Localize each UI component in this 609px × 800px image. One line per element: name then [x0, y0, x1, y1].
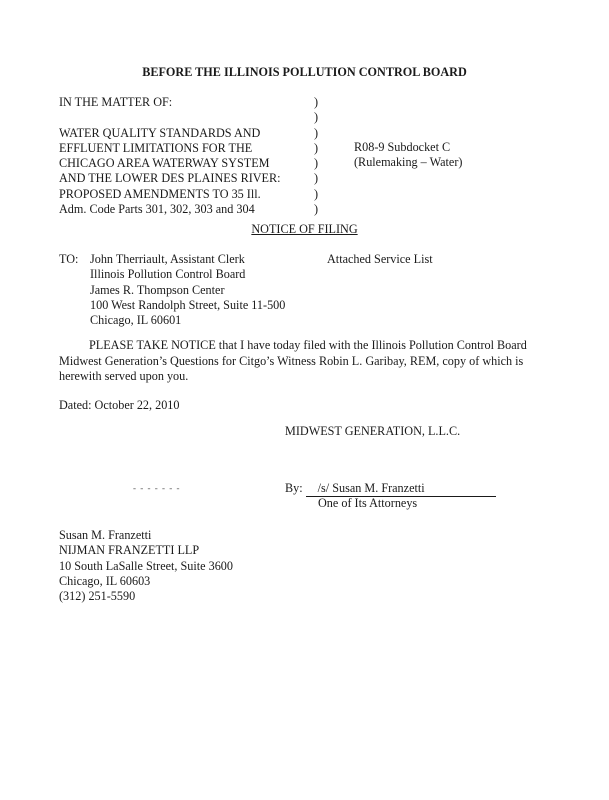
recipient-line: James R. Thompson Center [90, 282, 225, 297]
signature-block [285, 481, 496, 497]
to-label: TO: [59, 252, 79, 266]
caption-line: PROPOSED AMENDMENTS TO 35 Ill. [59, 186, 261, 201]
attorney-designation: One of Its Attorneys [318, 496, 418, 510]
attached-service-list: Attached Service List [327, 252, 433, 266]
caption-line: IN THE MATTER OF: [59, 95, 173, 109]
address-line: (312) 251-5590 [59, 589, 136, 604]
paren: ) [314, 110, 319, 125]
case-caption [59, 95, 319, 217]
recipient-line: Illinois Pollution Control Board [90, 267, 246, 282]
address-line: 10 South LaSalle Street, Suite 3600 [59, 558, 233, 573]
caption-line [59, 110, 319, 125]
paren: ) [314, 140, 319, 155]
paren: ) [314, 186, 319, 201]
caption-line: AND THE LOWER DES PLAINES RIVER: [59, 171, 281, 186]
caption-line: CHICAGO AREA WATERWAY SYSTEM [59, 156, 270, 171]
dated-line: Dated: October 22, 2010 [59, 398, 180, 412]
signature-mark: - - - - - - - [133, 483, 181, 493]
paren: ) [314, 125, 319, 140]
paren: ) [314, 95, 319, 109]
paren: ) [314, 202, 319, 217]
rulemaking-type: (Rulemaking – Water) [354, 155, 463, 170]
document-title: BEFORE THE ILLINOIS POLLUTION CONTROL BOARD [142, 65, 467, 79]
caption-line: EFFLUENT LIMITATIONS FOR THE [59, 140, 253, 155]
notice-paragraph: PLEASE TAKE NOTICE that I have today filed with the Illinois Pollution Control Board Midwest Generation’s Questions for Citgo’s Witness Robin L. Garibay, REM, copy of which is herewith served upon you. [59, 338, 527, 383]
attorney-address [59, 528, 233, 604]
caption-line: Adm. Code Parts 301, 302, 303 and 304 [59, 202, 255, 217]
paren: ) [314, 156, 319, 171]
paren: ) [314, 171, 319, 186]
address-line: NIJMAN FRANZETTI LLP [59, 543, 200, 558]
docket-info [354, 140, 462, 171]
address-line: Susan M. Franzetti [59, 528, 152, 542]
caption-parentheses [314, 95, 326, 217]
address-line: Chicago, IL 60603 [59, 573, 151, 588]
recipient-address [90, 252, 285, 328]
recipient-line: 100 West Randolph Street, Suite 11-500 [90, 297, 286, 312]
signature-line [306, 481, 496, 497]
by-label: By: [285, 481, 303, 495]
notice-heading: NOTICE OF FILING [251, 222, 358, 236]
signature-text: /s/ Susan M. Franzetti [317, 481, 425, 495]
recipient-line: Chicago, IL 60601 [90, 313, 182, 328]
recipient-line: John Therriault, Assistant Clerk [90, 252, 245, 266]
notice-body [59, 338, 539, 385]
company-name: MIDWEST GENERATION, L.L.C. [285, 424, 461, 438]
caption-line: WATER QUALITY STANDARDS AND [59, 125, 261, 140]
docket-number: R08-9 Subdocket C [354, 140, 451, 154]
